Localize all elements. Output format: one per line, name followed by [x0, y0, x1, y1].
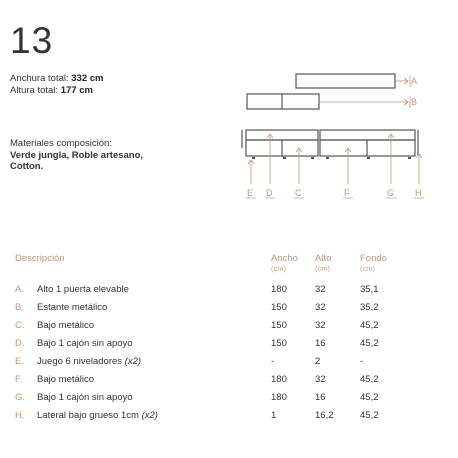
header-alto: [315, 254, 331, 274]
height-value: 177 cm: [60, 85, 93, 96]
page-title: 13: [10, 20, 54, 61]
row-description: Estante metálico: [37, 302, 108, 313]
materials-list-end: Cotton.: [10, 161, 44, 172]
row-letter: B.: [15, 302, 24, 313]
row-description: Bajo 1 cajón sin apoyo: [37, 338, 133, 349]
row-fondo: 35,1: [360, 284, 379, 295]
row-fondo: 45,2: [360, 374, 379, 385]
row-letter: E.: [15, 356, 24, 367]
diagram-letter-c: C: [295, 188, 302, 198]
materials: [10, 138, 143, 173]
row-fondo: 45,2: [360, 338, 379, 349]
header-ancho: [271, 254, 298, 274]
row-alto: 16: [315, 338, 326, 349]
row-letter: H.: [15, 410, 25, 421]
row-fondo: 45,2: [360, 392, 379, 403]
row-fondo: 35,2: [360, 302, 379, 313]
diagram-letter-g: G: [387, 188, 395, 198]
header-alto-unit: (cm): [315, 264, 330, 273]
header-fondo-unit: (cm): [360, 264, 375, 273]
row-alto: 2: [315, 356, 321, 367]
module-b: [247, 94, 319, 109]
header-ancho-unit: (cm): [271, 264, 286, 273]
row-ancho: 150: [271, 320, 287, 331]
row-ancho: 150: [271, 302, 287, 313]
diagram-letter-d: D: [266, 188, 273, 198]
row-alto: 32: [315, 284, 326, 295]
row-ancho: -: [271, 356, 275, 367]
row-fondo: -: [360, 356, 364, 367]
materials-list: Verde jungla, Roble artesano,: [10, 149, 144, 161]
row-letter: A.: [15, 284, 24, 295]
row-description: Bajo metálico: [37, 320, 95, 331]
row-alto: 16,2: [315, 410, 334, 421]
row-description: Lateral bajo grueso 1cm (x2): [37, 410, 158, 421]
row-description: Alto 1 puerta elevable: [37, 284, 129, 295]
row-fondo: 45,2: [360, 320, 379, 331]
dimensions: [10, 73, 104, 97]
row-letter: D.: [15, 338, 25, 349]
header-ancho-label: Ancho: [271, 253, 298, 264]
row-fondo: 45,2: [360, 410, 379, 421]
diagram-letter-e: E: [247, 188, 254, 198]
row-ancho: 180: [271, 374, 287, 385]
header-alto-label: Alto: [315, 253, 332, 264]
row-quantity: (x2): [124, 356, 142, 367]
diagram-letter-a: A: [411, 76, 418, 86]
height-label: Altura total:: [10, 85, 59, 96]
row-letter: F.: [15, 374, 23, 385]
row-alto: 32: [315, 374, 326, 385]
row-description: Juego 6 niveladores (x2): [37, 356, 142, 367]
row-ancho: 1: [271, 410, 277, 421]
total-height: [10, 85, 104, 97]
width-label: Anchura total:: [10, 73, 69, 84]
header-fondo: [360, 254, 387, 274]
row-letter: C.: [15, 320, 25, 331]
row-alto: 32: [315, 320, 326, 331]
composition-diagram: [236, 66, 436, 206]
module-a: [296, 74, 395, 88]
header-fondo-label: Fondo: [360, 253, 387, 264]
row-alto: 16: [315, 392, 326, 403]
row-ancho: 180: [271, 392, 287, 403]
row-quantity: (x2): [141, 410, 158, 421]
row-alto: 32: [315, 302, 326, 313]
width-value: 332 cm: [71, 73, 104, 84]
row-description: Bajo 1 cajón sin apoyo: [37, 392, 133, 403]
module-g: [320, 130, 415, 140]
materials-label: Materiales composición:: [10, 138, 112, 149]
row-ancho: 180: [271, 284, 287, 295]
header-description: Descripción: [15, 253, 65, 264]
diagram-letter-b: B: [411, 97, 418, 107]
row-letter: G.: [15, 392, 26, 403]
row-ancho: 150: [271, 338, 287, 349]
module-d: [246, 130, 318, 140]
total-width: [10, 73, 104, 85]
row-description: Bajo metálico: [37, 374, 95, 385]
diagram-letter-f: F: [344, 188, 350, 198]
diagram-letter-h: H: [415, 188, 422, 198]
